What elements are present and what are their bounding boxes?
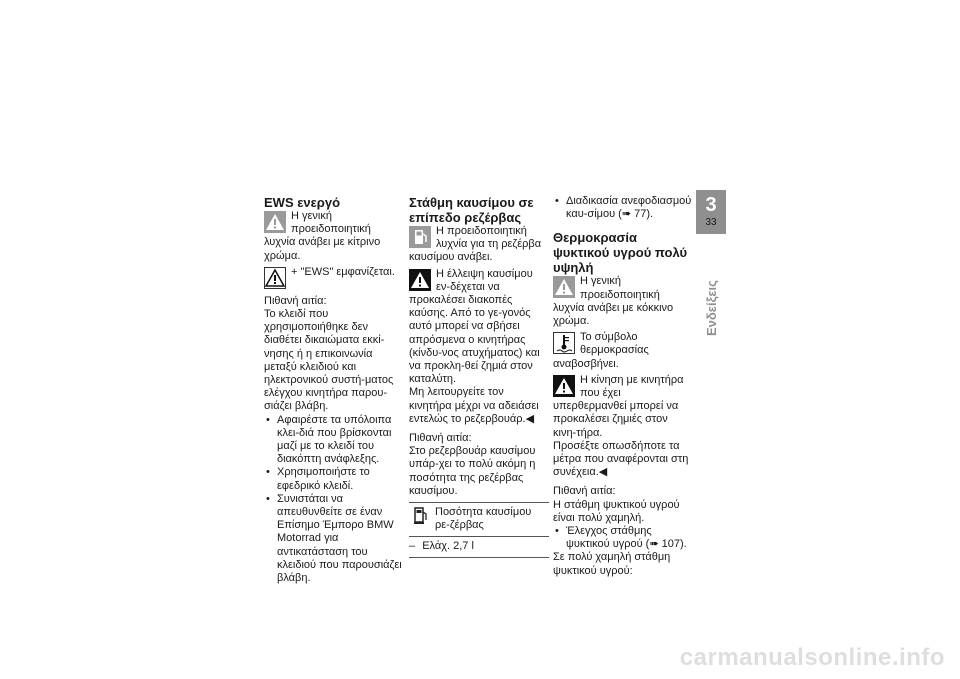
fuel-pump-icon bbox=[413, 506, 429, 526]
coolant-temperature-icon bbox=[553, 332, 575, 354]
middle-column bbox=[409, 195, 549, 558]
table-row bbox=[409, 503, 549, 537]
low-coolant-text: Σε πολύ χαμηλή στάθμη ψυκτικού υγρού: bbox=[553, 551, 671, 577]
watermark: carmanualsonline.info bbox=[679, 644, 945, 671]
page-ref-link[interactable]: 107 bbox=[661, 538, 680, 551]
warning-triangle-icon bbox=[264, 211, 286, 233]
cause-label: Πιθανή αιτία: bbox=[553, 485, 616, 498]
cause-text: Στο ρεζερβουάρ καυσίμου υπάρ-χει το πολύ ακόμη η ποσότητα της ρεζέρβας καυσίμου. bbox=[409, 445, 536, 497]
page-ref-arrow-icon: ➠ bbox=[649, 538, 659, 551]
table-label: Ποσότητα καυσίμου ρε-ζέρβας bbox=[435, 506, 532, 532]
end-marker-icon: ◀ bbox=[598, 466, 608, 479]
chapter-sidebar bbox=[696, 190, 726, 335]
table-dash: – bbox=[409, 540, 416, 553]
ews-display-text: + "EWS" εμφανίζεται. bbox=[291, 265, 395, 278]
section-heading-coolant: Θερμοκρασία ψυκτικού υγρού πολύ υψηλή bbox=[553, 230, 688, 276]
section-heading-ews: EWS ενεργό bbox=[264, 195, 341, 210]
chapter-tab bbox=[696, 190, 726, 234]
warning-sign-icon bbox=[264, 267, 286, 289]
list-item: • Αφαιρέστε τα υπόλοιπα κλει-διά που βρίσκονται μαζί με το κλειδί του διακόπτη ανάφλεξης. bbox=[264, 414, 404, 467]
left-column bbox=[264, 195, 404, 585]
warning-triangle-icon bbox=[553, 276, 575, 298]
coolant-action-list bbox=[553, 525, 693, 551]
cause-text: Η στάθμη ψυκτικού υγρού είναι πολύ χαμηλή. bbox=[553, 498, 680, 524]
list-item: • Έλεγχος στάθμης ψυκτικού υγρού (➠ 107). bbox=[553, 525, 693, 551]
coolant-hazard-text: Η κίνηση με κινητήρα που έχει υπερθερμανθεί μπορεί να προκαλέσει ζημιές στον κινη-τήρα. bbox=[553, 373, 684, 439]
action-list bbox=[264, 414, 404, 586]
coolant-symbol-text: Το σύμβολο θερμοκρασίας αναβοσβήνει. bbox=[553, 331, 649, 370]
end-marker-icon: ◀ bbox=[525, 412, 535, 425]
refuel-list bbox=[553, 195, 693, 221]
coolant-instruction-text: Προσέξτε οπωσδήποτε τα μέτρα που αναφέρονται στη συνέχεια.◀ bbox=[553, 439, 689, 479]
ews-warning-text: Η γενική προειδοποιητική λυχνία ανάβει με κίτρινο χρώμα. bbox=[264, 210, 381, 262]
right-column bbox=[553, 195, 693, 578]
cause-text: Το κλειδί που χρησιμοποιήθηκε δεν διαθέτει δικαιώματα εκκί-νησης ή η επικοινωνία μεταξύ κλειδιού και ηλεκτρονικού συστή-ματος ελέγχου κινητήρα παρου-σιάζει βλάβη. bbox=[264, 308, 394, 413]
fuel-reserve-table bbox=[409, 502, 549, 558]
list-item: • Διαδικασία ανεφοδιασμού καυ-σίμου (➠ 77). bbox=[553, 195, 693, 221]
fuel-instruction-text: Μη λειτουργείτε τον κινητήρα μέχρι να αδειάσει εντελώς το ρεζερβουάρ.◀ bbox=[409, 386, 539, 425]
page-ref-arrow-icon: ➠ bbox=[621, 208, 632, 221]
warning-sign-icon bbox=[409, 269, 431, 291]
cause-label: Πιθανή αιτία: bbox=[409, 432, 472, 445]
section-title-vertical: Ενδείξεις bbox=[704, 280, 719, 336]
page-ref-link[interactable]: 77 bbox=[634, 208, 647, 221]
chapter-number: 3 bbox=[705, 194, 717, 216]
list-item: • Χρησιμοποιήστε το εφεδρικό κλειδί. bbox=[264, 466, 404, 492]
table-value: Ελάχ. 2,7 l bbox=[422, 540, 474, 553]
warning-sign-icon bbox=[553, 375, 575, 397]
list-item: • Συνιστάται να απευθυνθείτε σε έναν Επίσημο Έμπορο BMW Motorrad για αντικατάσταση του κλειδιού που παρουσιάζει βλάβη. bbox=[264, 493, 404, 585]
coolant-warning-text: Η γενική προειδοποιητική λυχνία ανάβει με κόκκινο χρώμα. bbox=[553, 275, 674, 328]
section-heading-fuel: Στάθμη καυσίμου σε επίπεδο ρεζέρβας bbox=[409, 195, 534, 225]
fuel-warning-text: Η προειδοποιητική λυχνία για τη ρεζέρβα καυσίμου ανάβει. bbox=[409, 225, 542, 264]
cause-label: Πιθανή αιτία: bbox=[264, 294, 327, 307]
fuel-pump-icon bbox=[409, 226, 431, 248]
table-row bbox=[409, 537, 549, 556]
fuel-hazard-text: Η έλλειψη καυσίμου εν-δέχεται να προκαλέσει διακοπές καύσης. Από το γε-γονός αυτό μπορεί να σβήσει απρόσμενα ο κινητήρας (κίνδυ-νος ατυχήματος) και να προκλη-θεί ζημιά στον καταλύτη. bbox=[409, 267, 540, 386]
page-number: 33 bbox=[705, 217, 717, 228]
